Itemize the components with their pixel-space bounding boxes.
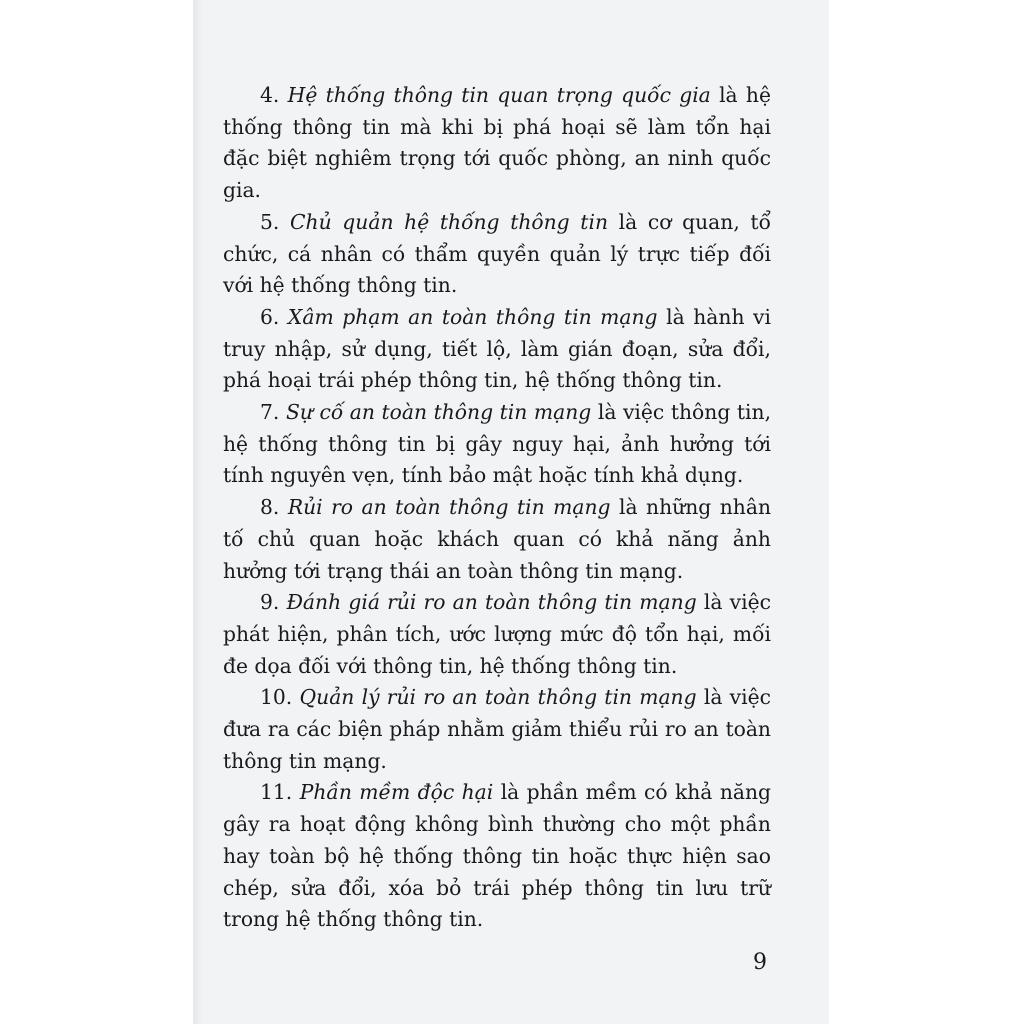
- definition-paragraph-5: [223, 207, 771, 302]
- definition-text: là việc phát hiện, phân tích, ước lượng mức độ tổn hại, mối đe dọa đối với thông tin, hệ thống thông tin.: [223, 590, 771, 678]
- page-number: 9: [753, 950, 767, 975]
- definition-number: 8.: [260, 495, 280, 520]
- definitions-text: [223, 80, 771, 936]
- definition-text: là việc thông tin, hệ thống thông tin bị gây nguy hại, ảnh hưởng tới tính nguyên vẹn, tính bảo mật hoặc tính khả dụng.: [223, 400, 772, 488]
- definition-term: Sự cố an toàn thông tin mạng: [285, 400, 592, 425]
- definition-paragraph-10: [223, 682, 771, 777]
- definition-term: Quản lý rủi ro an toàn thông tin mạng: [299, 685, 697, 710]
- definition-paragraph-9: [223, 587, 771, 682]
- definition-term: Đánh giá rủi ro an toàn thông tin mạng: [286, 590, 697, 615]
- definition-term: Chủ quản hệ thống thông tin: [290, 209, 609, 234]
- definition-paragraph-11: [223, 777, 771, 936]
- definition-number: 7.: [260, 400, 280, 425]
- definition-term: Xâm phạm an toàn thông tin mạng: [287, 304, 658, 329]
- definition-text: là cơ quan, tổ chức, cá nhân có thẩm quyền quản lý trực tiếp đối với hệ thống thông tin.: [223, 209, 771, 298]
- definition-term: Phần mềm độc hại: [299, 780, 494, 805]
- definition-text: là hệ thống thông tin mà khi bị phá hoại sẽ làm tổn hại đặc biệt nghiêm trọng tới quốc phòng, an ninh quốc gia.: [223, 83, 771, 203]
- definition-text: là việc đưa ra các biện pháp nhằm giảm thiểu rủi ro an toàn thông tin mạng.: [223, 685, 771, 773]
- definition-paragraph-6: [223, 302, 771, 397]
- definition-number: 6.: [260, 304, 280, 329]
- definition-number: 9.: [260, 590, 280, 615]
- definition-number: 10.: [260, 685, 293, 710]
- definition-paragraph-7: [223, 397, 771, 492]
- page-gutter-shadow: [193, 0, 203, 1024]
- definition-number: 11.: [260, 780, 293, 805]
- definition-term: Rủi ro an toàn thông tin mạng: [287, 495, 611, 520]
- definition-paragraph-8: [223, 492, 771, 587]
- definition-number: 4.: [260, 83, 280, 107]
- definition-paragraph-4: [223, 80, 771, 207]
- definition-term: Hệ thống thông tin quan trọng quốc gia: [287, 83, 711, 107]
- definition-text: là hành vi truy nhập, sử dụng, tiết lộ, làm gián đoạn, sửa đổi, phá hoại trái phép thông tin, hệ thống thông tin.: [223, 304, 772, 393]
- definition-text: là những nhân tố chủ quan hoặc khách quan có khả năng ảnh hưởng tới trạng thái an toàn thông tin mạng.: [223, 495, 772, 583]
- definition-number: 5.: [260, 209, 280, 234]
- definition-text: là phần mềm có khả năng gây ra hoạt động không bình thường cho một phần hay toàn bộ hệ thống thông tin hoặc thực hiện sao chép, sửa đổi, xóa bỏ trái phép thông tin lưu trữ trong hệ thống thông tin.: [223, 780, 772, 932]
- book-page: [193, 0, 829, 1024]
